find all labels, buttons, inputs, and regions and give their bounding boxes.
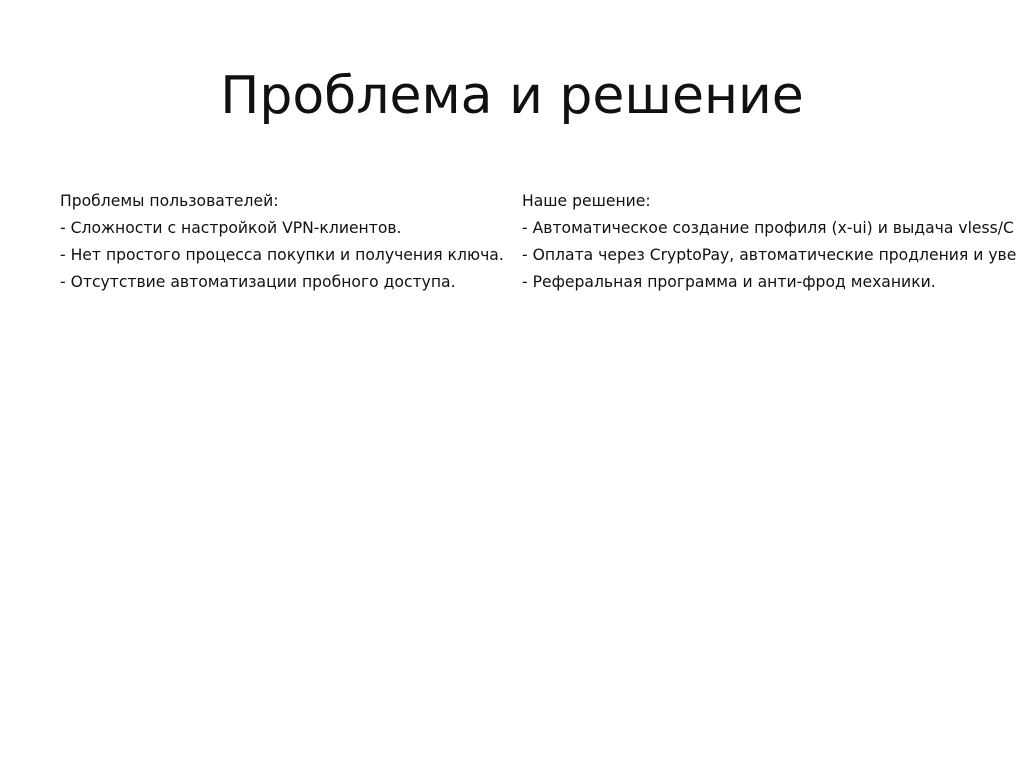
- problems-heading: Проблемы пользователей:: [60, 192, 279, 210]
- problems-column: [60, 188, 515, 296]
- solution-item: - Автоматическое создание профиля (x-ui) и выдача vless/C: [522, 219, 1014, 237]
- slide-title: Проблема и решение: [220, 66, 804, 126]
- solution-column: [522, 188, 1024, 296]
- solution-item: - Оплата через CryptoPay, автоматические продления и уве: [522, 246, 1017, 264]
- problem-item: - Сложности с настройкой VPN-клиентов.: [60, 219, 402, 237]
- problem-item: - Отсутствие автоматизации пробного доступа.: [60, 273, 456, 291]
- problem-item: - Нет простого процесса покупки и получения ключа.: [60, 246, 504, 264]
- solution-heading: Наше решение:: [522, 192, 651, 210]
- solution-item: - Реферальная программа и анти-фрод механики.: [522, 273, 936, 291]
